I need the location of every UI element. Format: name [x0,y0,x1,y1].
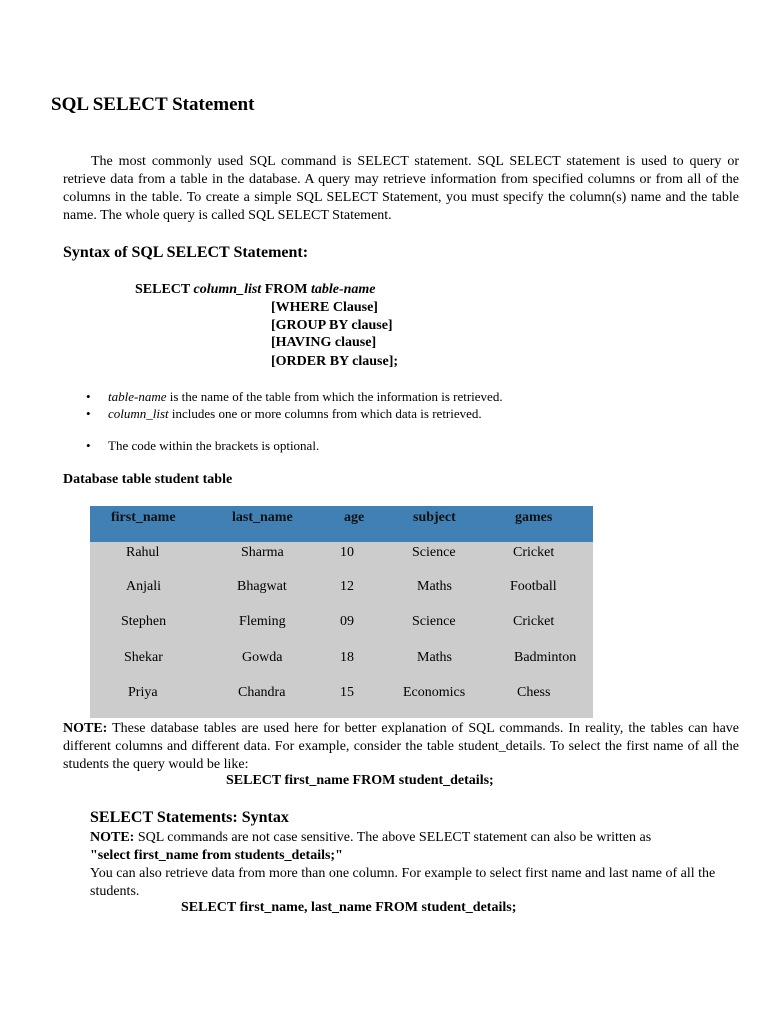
note-text: These database tables are used here for better explanation of SQL commands. In reality, the tables can have different columns and different data. For example, consider the table student_details. To select the first name of all the students the query would be like: [63,721,739,772]
bullet-term: table-name [108,389,167,404]
bullet-icon: • [86,438,91,453]
section-heading: SELECT Statements: Syntax [90,809,289,826]
multi-column-paragraph: You can also retrieve data from more than one column. For example to select first name and last name of all the students. [90,866,716,899]
example-query-1: SELECT first_name FROM student_details; [226,773,494,788]
table-cell: Science [412,545,456,560]
table-cell: 18 [340,650,354,665]
bullet-text: is the name of the table from which the information is retrieved. [166,389,503,404]
column-list-placeholder: column_list [193,282,262,297]
table-cell: Chess [517,685,551,700]
example-query-2: SELECT first_name, last_name FROM student_details; [181,900,517,915]
bullet-icon: • [86,406,91,421]
bullet-item [86,437,319,454]
header-games: games [515,510,553,525]
case-note [90,829,740,847]
table-cell: 10 [340,545,354,560]
syntax-line-select [135,281,376,299]
bullet-item [86,405,482,422]
syntax-where: [WHERE Clause] [271,300,378,315]
header-subject: subject [413,510,456,525]
table-cell: 15 [340,685,354,700]
alt-query: "select first_name from students_details;" [90,848,343,863]
table-cell: Maths [417,650,452,665]
table-cell: Chandra [238,685,286,700]
table-cell: Economics [403,685,466,700]
table-cell: Football [510,579,557,594]
bullet-text: includes one or more columns from which data is retrieved. [168,406,482,421]
table-cell: Priya [128,685,158,700]
table-name-placeholder: table-name [310,282,376,297]
from-keyword: FROM [264,282,308,297]
table-cell: Anjali [126,579,161,594]
table-cell: Badminton [514,650,577,665]
syntax-having: [HAVING clause] [271,335,377,350]
table-cell: Fleming [239,614,286,629]
table-cell: Sharma [241,545,284,560]
note-paragraph [63,720,739,774]
intro-text: The most commonly used SQL command is SELECT statement. SQL SELECT statement is used to query or retrieve data from a table in the database. A query may retrieve information from specified columns or from all of the columns in the table. To create a simple SQL SELECT Statement, you must specify the column(s) name and the table name. The whole query is called SQL SELECT Statement. [63,154,739,223]
syntax-order-by: [ORDER BY clause]; [271,354,399,369]
table-cell: Cricket [513,545,555,560]
table-cell: Bhagwat [237,579,287,594]
bullet-item [86,388,503,405]
bullet-text: The code within the brackets is optional. [108,438,320,453]
table-cell: Shekar [124,650,163,665]
table-cell: Science [412,614,456,629]
student-table [90,506,593,718]
header-last-name: last_name [232,510,293,525]
table-cell: Cricket [513,614,555,629]
table-cell: 09 [340,614,354,629]
bullet-icon: • [86,389,91,404]
header-age: age [344,510,365,525]
syntax-heading: Syntax of SQL SELECT Statement: [63,244,309,261]
header-first-name: first_name [111,510,176,525]
syntax-group-by: [GROUP BY clause] [271,318,393,333]
table-cell: Gowda [242,650,283,665]
note-label: NOTE: [63,721,108,736]
bullet-term: column_list [108,406,169,421]
table-cell: 12 [340,579,354,594]
table-cell: Rahul [126,545,160,560]
table-caption: Database table student table [63,472,233,487]
note-label: NOTE: [90,830,135,845]
intro-paragraph [63,153,739,225]
table-cell: Stephen [121,614,167,629]
select-keyword: SELECT [135,282,190,297]
note-text: SQL commands are not case sensitive. The above SELECT statement can also be written as [134,830,652,845]
page-title: SQL SELECT Statement [51,94,255,115]
table-cell: Maths [417,579,452,594]
